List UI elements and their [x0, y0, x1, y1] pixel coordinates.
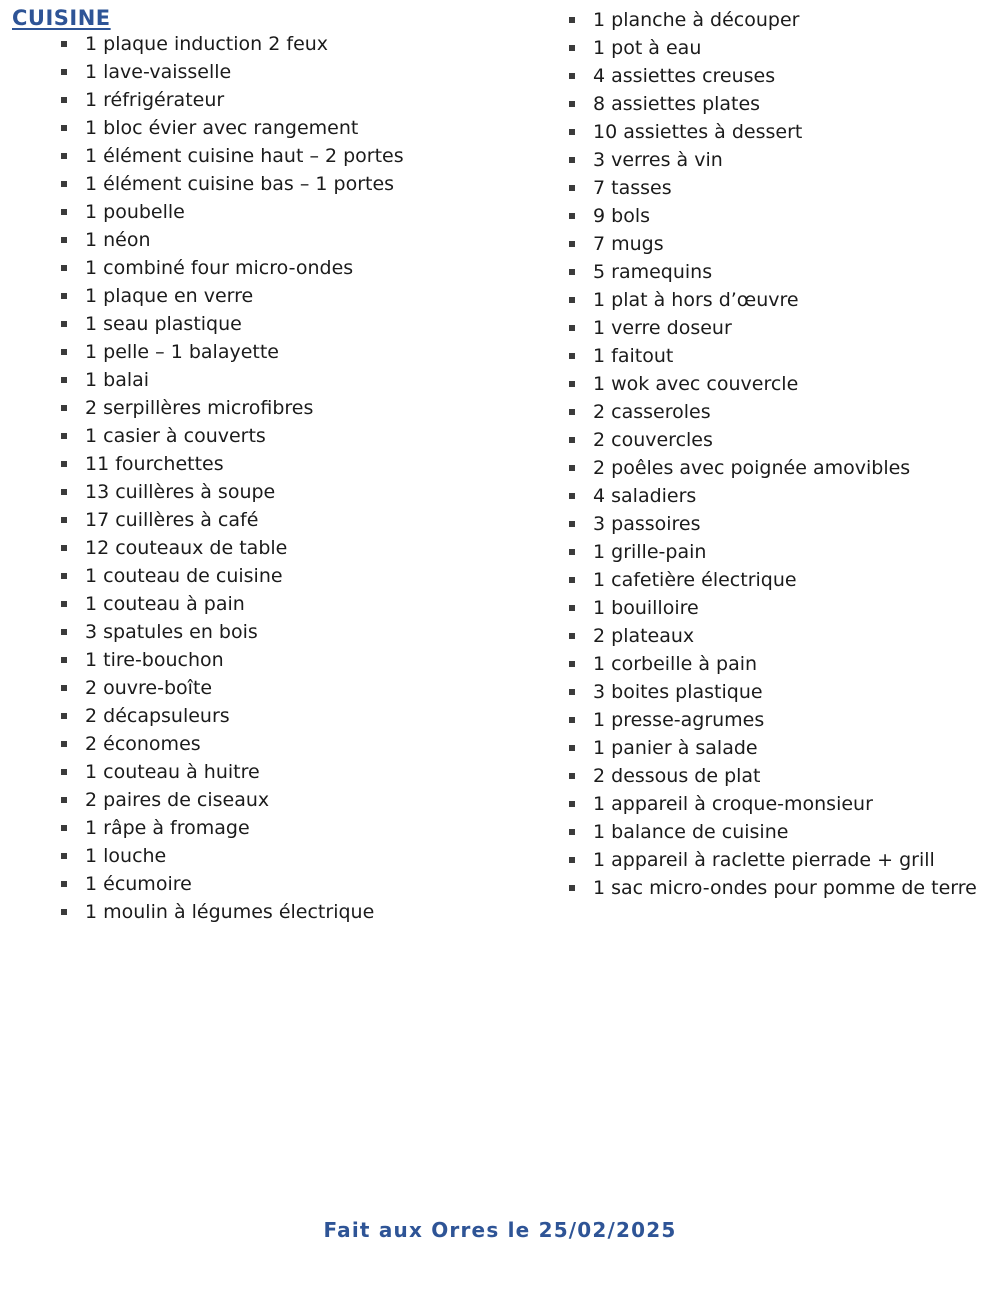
- list-item-label: 2 décapsuleurs: [85, 705, 230, 727]
- list-item-label: 2 ouvre-boîte: [85, 677, 213, 699]
- bullet-icon: [61, 125, 67, 131]
- bullet-icon: [61, 545, 67, 551]
- list-item-label: 2 dessous de plat: [593, 765, 761, 787]
- list-item: [45, 618, 545, 646]
- list-item-label: 1 réfrigérateur: [85, 89, 225, 111]
- list-item: [45, 30, 545, 58]
- bullet-icon: [61, 41, 67, 47]
- list-item: [553, 510, 1000, 538]
- list-item-label: 1 écumoire: [85, 873, 192, 895]
- list-item-label: 3 spatules en bois: [85, 621, 258, 643]
- list-item: [45, 758, 545, 786]
- list-item-label: 1 faitout: [593, 345, 674, 367]
- list-item: [45, 310, 545, 338]
- bullet-icon: [569, 297, 575, 303]
- list-item: [553, 174, 1000, 202]
- bullet-icon: [61, 349, 67, 355]
- bullet-icon: [569, 17, 575, 23]
- bullet-icon: [61, 97, 67, 103]
- list-item: [553, 34, 1000, 62]
- list-item: [553, 818, 1000, 846]
- list-item-label: 1 grille-pain: [593, 541, 707, 563]
- bullet-icon: [61, 769, 67, 775]
- list-item: [45, 254, 545, 282]
- bullet-icon: [569, 437, 575, 443]
- list-item: [45, 534, 545, 562]
- list-item: [553, 734, 1000, 762]
- bullet-icon: [569, 829, 575, 835]
- list-item-label: 2 serpillères microfibres: [85, 397, 314, 419]
- bullet-icon: [569, 661, 575, 667]
- list-item-label: 2 couvercles: [593, 429, 713, 451]
- list-item-label: 1 tire-bouchon: [85, 649, 224, 671]
- list-item-label: 1 couteau de cuisine: [85, 565, 283, 587]
- list-item: [45, 478, 545, 506]
- list-item-label: 1 verre doseur: [593, 317, 732, 339]
- bullet-icon: [61, 293, 67, 299]
- list-item-label: 1 lave-vaisselle: [85, 61, 232, 83]
- list-item-label: 4 saladiers: [593, 485, 697, 507]
- list-item: [45, 142, 545, 170]
- list-item: [45, 338, 545, 366]
- list-item: [553, 678, 1000, 706]
- bullet-icon: [569, 773, 575, 779]
- bullet-icon: [569, 801, 575, 807]
- list-item-label: 1 bouilloire: [593, 597, 699, 619]
- list-item: [45, 422, 545, 450]
- list-item-label: 3 boites plastique: [593, 681, 763, 703]
- bullet-icon: [61, 489, 67, 495]
- list-item: [45, 590, 545, 618]
- list-item-label: 1 balai: [85, 369, 150, 391]
- list-item-label: 1 pelle – 1 balayette: [85, 341, 279, 363]
- bullet-icon: [569, 381, 575, 387]
- list-item: [553, 202, 1000, 230]
- list-item-label: 4 assiettes creuses: [593, 65, 776, 87]
- bullet-icon: [61, 825, 67, 831]
- list-item: [45, 86, 545, 114]
- list-item: [45, 282, 545, 310]
- bullet-icon: [569, 633, 575, 639]
- bullet-icon: [569, 157, 575, 163]
- bullet-icon: [61, 797, 67, 803]
- bullet-icon: [61, 741, 67, 747]
- list-item: [553, 538, 1000, 566]
- list-item: [553, 90, 1000, 118]
- list-item: [553, 146, 1000, 174]
- list-item-label: 1 couteau à pain: [85, 593, 245, 615]
- list-item-label: 1 wok avec couvercle: [593, 373, 799, 395]
- bullet-icon: [569, 241, 575, 247]
- bullet-icon: [61, 433, 67, 439]
- list-item-label: 11 fourchettes: [85, 453, 224, 475]
- list-item-label: 2 plateaux: [593, 625, 695, 647]
- list-item: [45, 814, 545, 842]
- list-item: [45, 898, 545, 926]
- bullet-icon: [569, 129, 575, 135]
- list-item-label: 2 poêles avec poignée amovibles: [593, 457, 911, 479]
- list-item-label: 1 sac micro-ondes pour pomme de terre: [593, 877, 977, 899]
- list-item: [45, 450, 545, 478]
- list-item-label: 1 appareil à raclette pierrade + grill: [593, 849, 935, 871]
- list-item-label: 17 cuillères à café: [85, 509, 259, 531]
- bullet-icon: [61, 461, 67, 467]
- bullet-icon: [61, 321, 67, 327]
- bullet-icon: [61, 181, 67, 187]
- list-item: [553, 370, 1000, 398]
- list-item: [553, 398, 1000, 426]
- bullet-icon: [569, 493, 575, 499]
- list-item-label: 13 cuillères à soupe: [85, 481, 276, 503]
- bullet-icon: [61, 601, 67, 607]
- list-item: [553, 426, 1000, 454]
- bullet-icon: [569, 185, 575, 191]
- list-item-label: 1 casier à couverts: [85, 425, 266, 447]
- bullet-icon: [569, 885, 575, 891]
- bullet-icon: [61, 377, 67, 383]
- list-item-label: 12 couteaux de table: [85, 537, 288, 559]
- bullet-icon: [569, 353, 575, 359]
- list-item-label: 1 seau plastique: [85, 313, 242, 335]
- list-item-label: 10 assiettes à dessert: [593, 121, 803, 143]
- bullet-icon: [569, 605, 575, 611]
- list-item-label: 2 casseroles: [593, 401, 711, 423]
- list-item-label: 1 pot à eau: [593, 37, 702, 59]
- list-item-label: 1 plaque en verre: [85, 285, 254, 307]
- bullet-icon: [569, 73, 575, 79]
- list-item-label: 3 verres à vin: [593, 149, 723, 171]
- list-item: [45, 842, 545, 870]
- list-item: [553, 594, 1000, 622]
- list-item: [45, 702, 545, 730]
- list-item: [553, 482, 1000, 510]
- list-item-label: 1 élément cuisine haut – 2 portes: [85, 145, 404, 167]
- list-item-label: 1 poubelle: [85, 201, 185, 223]
- list-item: [45, 58, 545, 86]
- list-item: [45, 506, 545, 534]
- list-item-label: 3 passoires: [593, 513, 701, 535]
- bullet-icon: [569, 409, 575, 415]
- list-item-label: 1 balance de cuisine: [593, 821, 789, 843]
- bullet-icon: [569, 717, 575, 723]
- list-item: [553, 846, 1000, 874]
- bullet-icon: [569, 465, 575, 471]
- bullet-icon: [61, 573, 67, 579]
- bullet-icon: [569, 213, 575, 219]
- right-column: [545, 0, 1000, 902]
- list-item: [553, 342, 1000, 370]
- list-item: [553, 790, 1000, 818]
- bullet-icon: [61, 265, 67, 271]
- list-item: [553, 566, 1000, 594]
- bullet-icon: [61, 209, 67, 215]
- list-item-label: 1 panier à salade: [593, 737, 758, 759]
- bullet-icon: [61, 685, 67, 691]
- list-item: [553, 650, 1000, 678]
- list-item: [45, 562, 545, 590]
- list-item: [45, 730, 545, 758]
- bullet-icon: [61, 853, 67, 859]
- bullet-icon: [569, 101, 575, 107]
- bullet-icon: [61, 909, 67, 915]
- list-item-label: 7 mugs: [593, 233, 664, 255]
- bullet-icon: [61, 881, 67, 887]
- list-item: [45, 394, 545, 422]
- list-item-label: 1 râpe à fromage: [85, 817, 250, 839]
- list-item: [45, 198, 545, 226]
- bullet-icon: [569, 549, 575, 555]
- list-item-label: 2 paires de ciseaux: [85, 789, 270, 811]
- list-item-label: 5 ramequins: [593, 261, 713, 283]
- list-item-label: 1 moulin à légumes électrique: [85, 901, 375, 923]
- list-item: [45, 114, 545, 142]
- list-item: [553, 762, 1000, 790]
- list-item: [45, 366, 545, 394]
- bullet-icon: [569, 269, 575, 275]
- list-item-label: 1 néon: [85, 229, 151, 251]
- list-item-label: 1 plat à hors d’œuvre: [593, 289, 799, 311]
- list-item: [45, 170, 545, 198]
- list-item: [553, 230, 1000, 258]
- bullet-icon: [61, 629, 67, 635]
- bullet-icon: [61, 657, 67, 663]
- list-item: [45, 226, 545, 254]
- list-item: [553, 286, 1000, 314]
- list-item-label: 1 planche à découper: [593, 9, 800, 31]
- page-title: CUISINE: [12, 6, 111, 30]
- bullet-icon: [61, 405, 67, 411]
- bullet-icon: [61, 713, 67, 719]
- document-footer: Fait aux Orres le 25/02/2025: [323, 1218, 677, 1242]
- bullet-icon: [569, 325, 575, 331]
- list-item-label: 1 combiné four micro-ondes: [85, 257, 354, 279]
- bullet-icon: [61, 153, 67, 159]
- list-item-label: 1 appareil à croque-monsieur: [593, 793, 873, 815]
- list-item: [553, 62, 1000, 90]
- list-item-label: 9 bols: [593, 205, 650, 227]
- list-item-label: 1 bloc évier avec rangement: [85, 117, 359, 139]
- bullet-icon: [61, 517, 67, 523]
- list-item-label: 1 couteau à huitre: [85, 761, 260, 783]
- bullet-icon: [61, 69, 67, 75]
- list-item: [45, 674, 545, 702]
- list-item: [45, 870, 545, 898]
- bullet-icon: [569, 689, 575, 695]
- left-item-list: [45, 30, 545, 926]
- bullet-icon: [569, 857, 575, 863]
- list-item-label: 1 plaque induction 2 feux: [85, 33, 329, 55]
- list-item-label: 2 économes: [85, 733, 201, 755]
- list-item-label: 1 cafetière électrique: [593, 569, 797, 591]
- right-item-list: [553, 6, 1000, 902]
- list-item: [553, 314, 1000, 342]
- list-item: [45, 786, 545, 814]
- list-item: [553, 258, 1000, 286]
- bullet-icon: [569, 745, 575, 751]
- list-item: [553, 874, 1000, 902]
- list-item-label: 7 tasses: [593, 177, 672, 199]
- list-item-label: 1 élément cuisine bas – 1 portes: [85, 173, 395, 195]
- bullet-icon: [61, 237, 67, 243]
- bullet-icon: [569, 521, 575, 527]
- list-item-label: 1 presse-agrumes: [593, 709, 765, 731]
- list-item-label: 1 louche: [85, 845, 167, 867]
- list-item-label: 8 assiettes plates: [593, 93, 761, 115]
- list-item: [45, 646, 545, 674]
- left-column: [0, 0, 545, 926]
- bullet-icon: [569, 577, 575, 583]
- list-item: [553, 118, 1000, 146]
- list-item: [553, 454, 1000, 482]
- list-item: [553, 706, 1000, 734]
- list-item: [553, 622, 1000, 650]
- bullet-icon: [569, 45, 575, 51]
- list-item-label: 1 corbeille à pain: [593, 653, 758, 675]
- list-item: [553, 6, 1000, 34]
